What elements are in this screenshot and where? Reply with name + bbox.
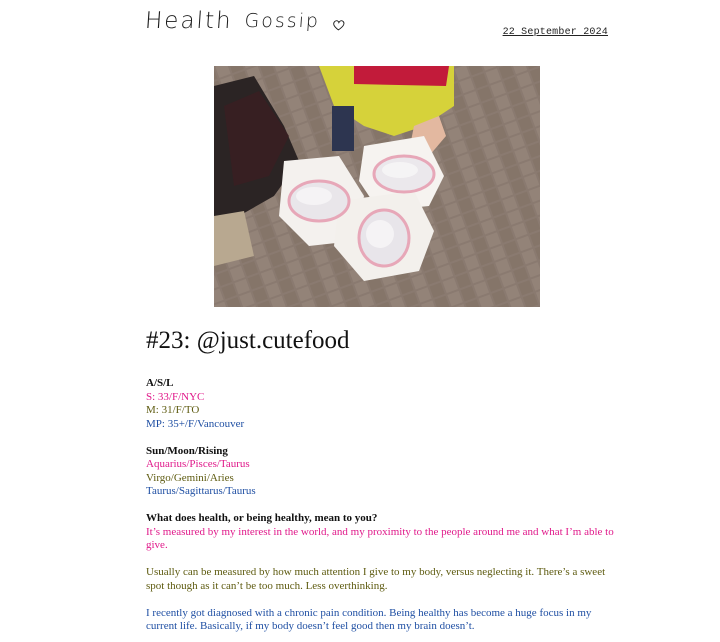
health-answer-mp: I recently got diagnosed with a chronic pain condition. Being healthy has become a huge focus in my current life. Basically, if my body doesn’t feel good then my brain doesn’t.	[146, 606, 592, 632]
signs-line-mp: Taurus/Sagittarus/Taurus	[146, 485, 256, 497]
health-answer-m: Usually can be measured by how much attention I give to my body, versus neglecting it. There’s a sweet spot though as it can’t be too much. Less overthinking.	[146, 566, 606, 592]
post-body	[146, 377, 616, 634]
post-date: 22 September 2024	[502, 27, 608, 38]
spacer	[146, 553, 616, 567]
signs-line-m: Virgo/Gemini/Aries	[146, 471, 234, 484]
brand-word-one: Health	[144, 8, 234, 34]
spacer	[146, 431, 616, 445]
asl-line-mp: MP: 35+/F/Vancouver	[146, 417, 245, 430]
section-heading-signs: Sun/Moon/Rising	[146, 444, 228, 457]
asl-line-m: M: 31/F/TO	[146, 404, 200, 416]
post-title: #23: @just.cutefood	[146, 327, 350, 354]
spacer	[146, 499, 616, 513]
signs-line-s: Aquarius/Pisces/Taurus	[146, 458, 250, 470]
hero-photo	[214, 66, 540, 307]
asl-line-s: S: 33/F/NYC	[146, 390, 205, 403]
brand-word-two: Gossip	[243, 10, 321, 32]
health-answer-s: It’s measured by my interest in the world, and my proximity to the people around me and what I’m able to give.	[146, 525, 614, 551]
section-heading-asl: A/S/L	[146, 377, 174, 389]
heart-icon	[331, 18, 346, 32]
site-logo[interactable]	[144, 8, 347, 34]
site-header	[0, 0, 720, 60]
spacer	[146, 593, 616, 607]
section-heading-health: What does health, or being healthy, mean to you?	[146, 512, 378, 524]
